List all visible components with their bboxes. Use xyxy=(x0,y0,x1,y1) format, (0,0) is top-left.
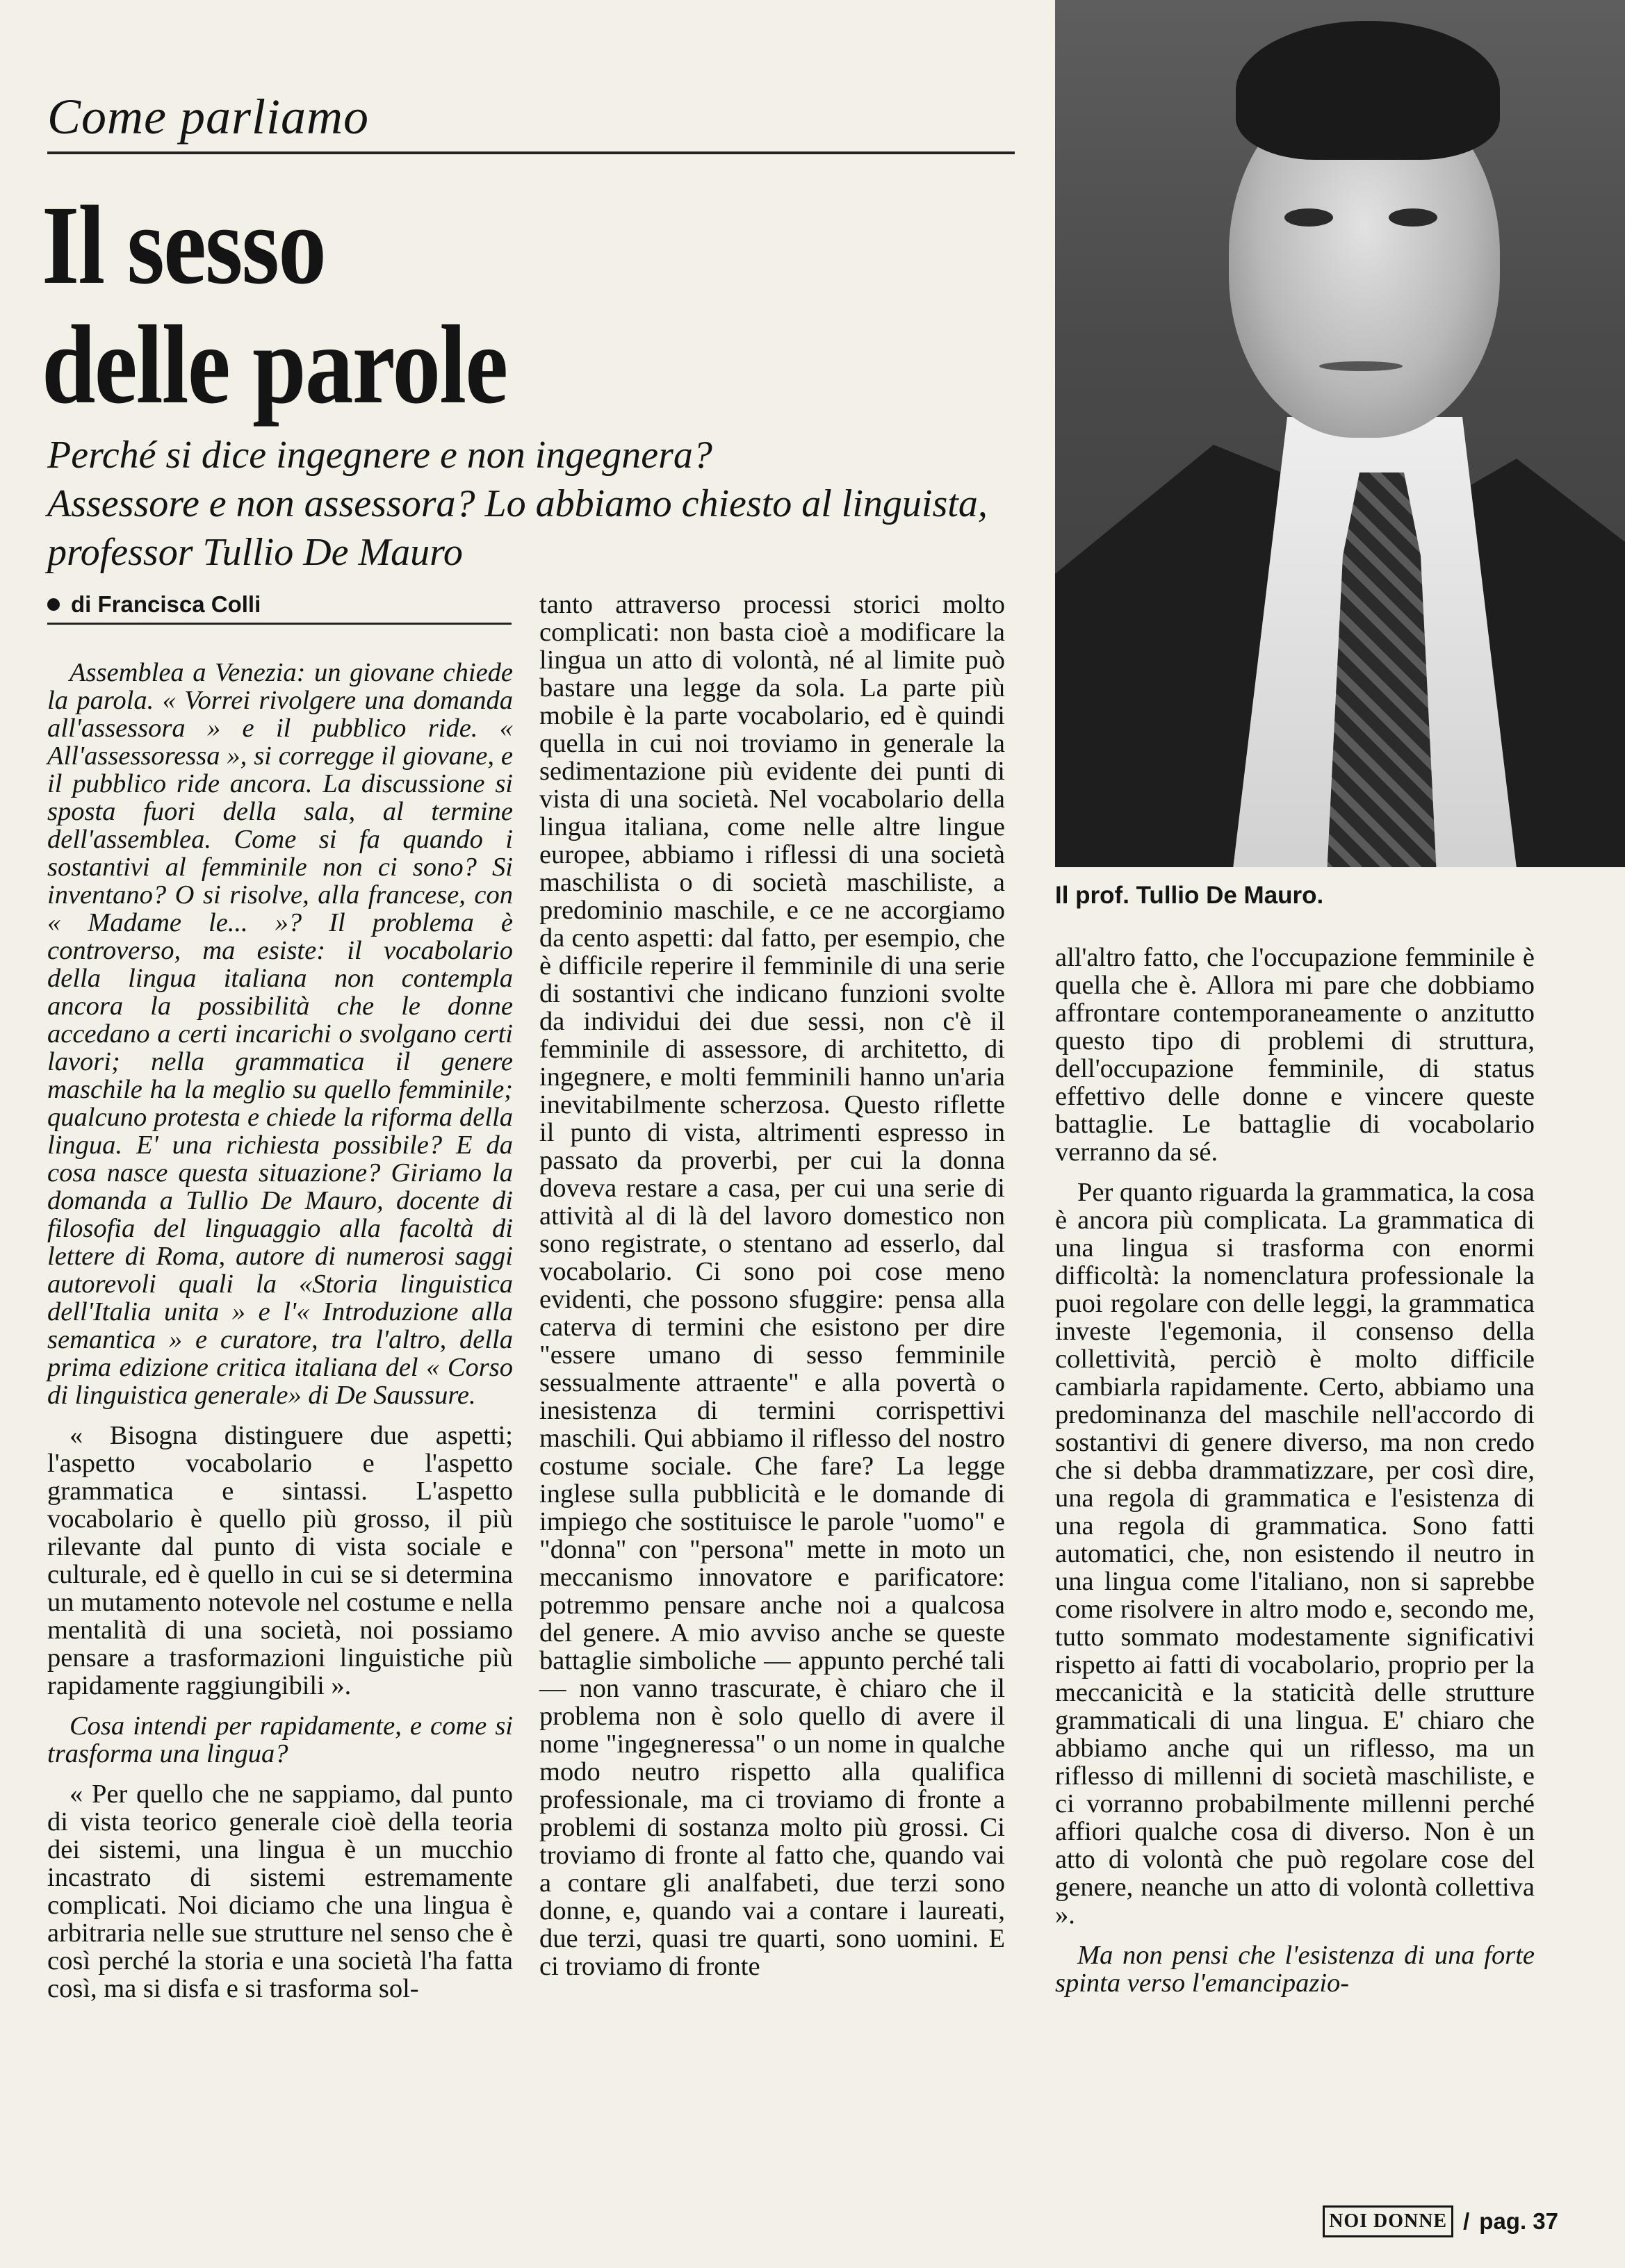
column-3 xyxy=(1055,944,1535,2010)
deck-line-2: Assessore e non assessora? Lo abbiamo chiesto al linguista, xyxy=(47,482,988,525)
intro-paragraph: Assemblea a Venezia: un giovane chiede la parola. « Vorrei rivolgere una domanda all'assessora » e il pubblico ride. « All'assessoressa », si corregge il giovane, e il pubblico ride ancora. La discussione si sposta fuori della sala, al termine dell'assemblea. Come si fa quando i sostantivi al femminile non ci sono? Si inventano? O si risolve, alla francese, con « Madame le... »? Il problema è controverso, ma esiste: il vocabolario della lingua italiana non contempla ancora la possibilità che le donne accedano a certi incarichi o svolgano certi lavori; nella grammatica il genere maschile ha la meglio su quello femminile; qualcuno protesta e chiede la riforma della lingua. E' una richiesta possibile? E da cosa nasce questa situazione? Giriamo la domanda a Tullio De Mauro, docente di filosofia del linguaggio alla facoltà di lettere di Roma, autore di numerosi saggi autorevoli quali la «Storia linguistica dell'Italia unita » e l'« Introduzione alla semantica » e curatore, tra l'altro, della prima edizione critica italiana del « Corso di linguistica generale» di De Saussure. xyxy=(47,658,513,1410)
headline xyxy=(42,183,879,427)
kicker-rule xyxy=(47,151,1015,154)
body-paragraph: tanto attraverso processi storici molto complicati: non basta cioè a modificare la lingua un atto di volontà, né al limite può bastare una legge da sola. La parte più mobile è la parte vocabolario, ed è quindi quella in cui noi troviamo in generale la sedimentazione più evidente dei punti di vista di una società. Nel vocabolario della lingua italiana, come nelle altre lingue europee, abbiamo i riflessi di una società maschilista o di società maschiliste, a predominio maschile, e ce ne accorgiamo da cento aspetti: dal fatto, per esempio, che è difficile reperire il femminile di una serie di sostantivi che indicano funzioni svolte da individui dei due sessi, non c'è il femminile di assessore, di architetto, di ingegnere, e molti femminili hanno un'aria inevitabilmente scherzosa. Questo riflette il punto di vista, altrimenti espresso in passato da proverbi, per cui la donna doveva restare a casa, per cui una serie di attività al di là del lavoro domestico non sono registrate, o stentano ad esserlo, dal vocabolario. Ci sono poi cose meno evidenti, che possono sfuggire: pensa alla caterva di termini che esistono per dire "essere umano di sesso femminile sessualmente attraente" e alla povertà o inesistenza di termini corrispettivi maschili. Qui abbiamo il riflesso del nostro costume sociale. Che fare? La legge inglese sulla pubblicità e le domande di impiego che sostituisce le parole "uomo" e "donna" con "persona" mette in moto un meccanismo innovatore e parificatore: potremmo pensare anche noi a qualcosa del genere. A mio avviso anche se queste battaglie simboliche — appunto perché tali — non vanno trascurate, è chiaro che il problema non è solo quello di avere il nome "ingegneressa" o un nome in qualche modo neutro rispetto alla qualifica professionale, ma ci troviamo di fronte a problemi di sostanza molto più grossi. Ci troviamo di fronte al fatto che, quando vai a contare gli analfabeti, due terzi sono donne, e, quando vai a contare i laureati, due terzi, quasi tre quarti, sono uomini. E ci troviamo di fronte xyxy=(539,590,1005,1981)
body-paragraph: Per quanto riguarda la grammatica, la cosa è ancora più complicata. La grammatica di una lingua si trasforma con enormi difficoltà: la nomenclatura professionale la puoi regolare con delle leggi, la grammatica investe l'egemonia, il consenso della collettività, perciò è molto difficile cambiarla rapidamente. Certo, abbiamo una predominanza del maschile nell'accordo di sostantivi di genere diverso, ma non credo che si debba drammatizzare, per così dire, una regola di grammatica e l'esistenza di una regola di grammatica. Sono fatti automatici, che, non esistendo il neutro in una lingua come l'italiano, non si saprebbe come risolvere in altro modo e, secondo me, tutto sommato modestamente significativi rispetto ai fatti di vocabolario, proprio per la meccanicità e la staticità delle strutture grammaticali di una lingua. E' chiaro che abbiamo anche qui un riflesso, ma un riflesso di millenni di società maschiliste, e ci vorranno probabilmente millenni perché affiori qualche cosa di diverso. Non è un atto di volontà che può regolare cose del genere, neanche un atto di volontà collettiva ». xyxy=(1055,1178,1535,1930)
page-number: pag. 37 xyxy=(1479,2208,1558,2234)
headline-line-1: Il sesso xyxy=(42,183,326,308)
column-1 xyxy=(47,659,513,2015)
footer-separator: / xyxy=(1463,2208,1470,2234)
deck-line-1: Perché si dice ingegnere e non ingegnera? xyxy=(47,434,712,477)
column-2 xyxy=(539,591,1005,1993)
bullet-icon xyxy=(47,598,60,611)
body-paragraph: « Per quello che ne sappiamo, dal punto di vista teorico generale cioè della teoria dei sistemi, una lingua è un mucchio incastrato di sistemi estremamente complicati. Noi diciamo che una lingua è arbitraria nelle sue strutture nel senso che è così perché la storia e una società l'ha fatta così, ma si disfa e si trasforma sol- xyxy=(47,1780,513,2003)
byline-text: di Francisca Colli xyxy=(71,591,261,617)
headline-line-2: delle parole xyxy=(42,303,507,427)
interview-question: Cosa intendi per rapidamente, e come si trasforma una lingua? xyxy=(47,1711,513,1768)
photo-hair xyxy=(1236,21,1500,160)
page-footer xyxy=(1323,2205,1558,2237)
interview-question: Ma non pensi che l'esistenza di una forte spinta verso l'emancipazio- xyxy=(1055,1941,1535,1998)
deck-line-3: professor Tullio De Mauro xyxy=(47,531,463,574)
photo-eye-left xyxy=(1284,208,1333,227)
photo-caption: Il prof. Tullio De Mauro. xyxy=(1055,882,1324,909)
portrait-photo xyxy=(1055,0,1625,867)
body-paragraph: « Bisogna distinguere due aspetti; l'aspetto vocabolario e l'aspetto grammatica e sintassi. L'aspetto vocabolario è quello più grosso, il più rilevante dal punto di vista sociale e culturale, ed è quello in cui se si determina un mutamento notevole nel costume e nella mentalità di una società, noi possiamo pensare a trasformazioni linguistiche più rapidamente raggiungibili ». xyxy=(47,1421,513,1700)
deck xyxy=(47,431,1020,577)
magazine-logo: NOI DONNE xyxy=(1323,2205,1453,2237)
photo-eye-right xyxy=(1389,208,1437,227)
photo-mouth xyxy=(1319,361,1403,371)
byline-rule xyxy=(47,623,512,625)
body-paragraph: all'altro fatto, che l'occupazione femminile è quella che è. Allora mi pare che dobbiamo affrontare contemporaneamente o anzitutto questo tipo di problemi di struttura, dell'occupazione femminile, di status effettivo delle donne e vincere queste battaglie. Le battaglie di vocabolario verranno da sé. xyxy=(1055,943,1535,1167)
section-kicker: Come parliamo xyxy=(47,89,369,145)
byline xyxy=(47,589,513,620)
